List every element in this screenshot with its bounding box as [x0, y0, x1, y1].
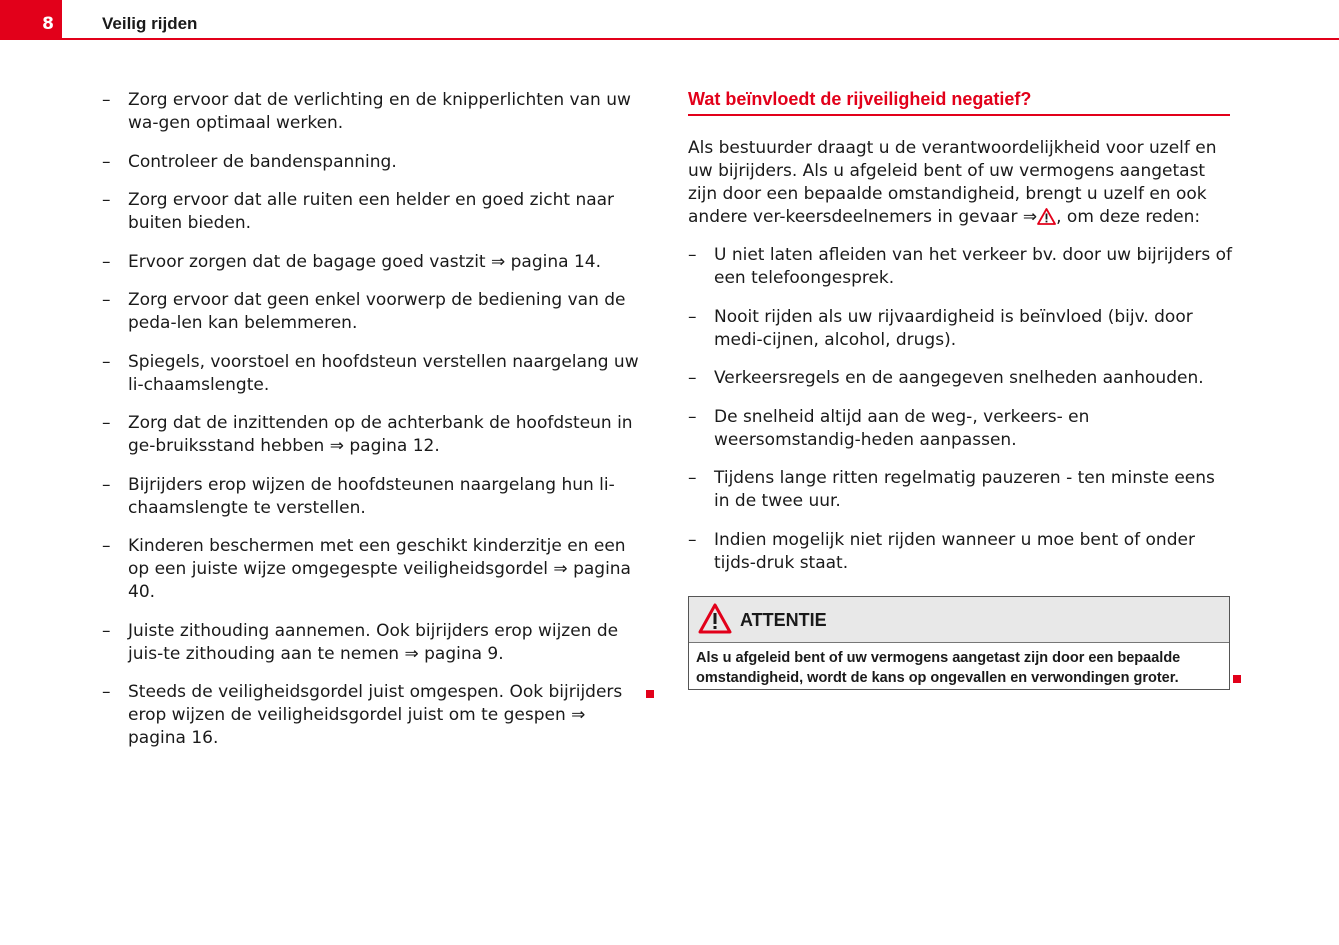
list-item — [688, 244, 1233, 290]
dash-bullet: – — [688, 468, 697, 488]
list-item — [102, 412, 647, 458]
intro-text: Als bestuurder draagt u de verantwoordelijkheid voor uzelf en uw bijrijders. Als u afgeleid bent of uw vermogens aangetast zijn door een bepaalde omstandigheid, brengt u uzelf en ook andere ver-keersdeelnemers in gevaar ⇒ — [688, 138, 1217, 227]
list-item-text: Steeds de veiligheidsgordel juist omgespen. Ook bijrijders erop wijzen de veiligheidsgordel juist om te gespen ⇒ pagina 16. — [128, 682, 623, 748]
dash-bullet: – — [688, 406, 697, 427]
list-item — [102, 251, 647, 274]
attention-text: Als u afgeleid bent of uw vermogens aangetast zijn door een bepaalde omstandigheid, wordt de kans op ongevallen en verwondingen groter. — [696, 650, 1181, 686]
list-item-text: De snelheid altijd aan de weg-, verkeers- en weersomstandig-heden aanpassen. — [714, 406, 1090, 450]
list-item-text: Zorg ervoor dat alle ruiten een helder en goed zicht naar buiten bieden. — [128, 190, 615, 233]
dash-bullet: – — [102, 474, 111, 495]
attention-title: ATTENTIE — [740, 610, 827, 630]
list-item-text: Controleer de bandenspanning. — [128, 151, 397, 172]
end-of-section-icon — [646, 690, 654, 698]
list-item-text: Zorg ervoor dat geen enkel voorwerp de bediening van de peda-len kan belemmeren. — [128, 290, 626, 333]
list-item — [102, 151, 647, 174]
list-item — [102, 620, 647, 666]
risk-list — [688, 244, 1233, 590]
list-item — [102, 681, 647, 750]
section-intro — [688, 137, 1233, 229]
dash-bullet: – — [102, 351, 111, 372]
list-item — [102, 535, 647, 604]
dash-bullet: – — [102, 290, 111, 310]
list-item-text: Bijrijders erop wijzen de hoofdsteunen naargelang hun li-chaamslengte te verstellen. — [128, 474, 615, 518]
list-item — [688, 529, 1233, 575]
list-item — [102, 189, 647, 235]
section-heading: Wat beïnvloedt de rijveiligheid negatief? — [688, 89, 1230, 116]
left-checklist — [102, 89, 647, 766]
list-item-text: Indien mogelijk niet rijden wanneer u moe bent of onder tijds-druk staat. — [714, 529, 1195, 573]
page-header — [0, 0, 1339, 42]
dash-bullet: – — [688, 368, 697, 388]
dash-bullet: – — [102, 90, 111, 110]
list-item — [688, 306, 1233, 352]
list-item-text: Juiste zithouding aannemen. Ook bijrijders erop wijzen de juis-te zithouding aan te nemen ⇒ pagina 9. — [128, 620, 619, 664]
list-item-text: Nooit rijden als uw rijvaardigheid is beïnvloed (bijv. door medi-cijnen, alcohol, drugs). — [714, 306, 1193, 350]
list-item-text: Tijdens lange ritten regelmatig pauzeren - ten minste eens in de twee uur. — [714, 468, 1215, 511]
list-item-text: Zorg ervoor dat de verlichting en de knipperlichten van uw wa-gen optimaal werken. — [128, 90, 631, 133]
list-item — [102, 89, 647, 135]
attention-header — [689, 597, 1229, 643]
header-rule — [62, 38, 1339, 40]
list-item-text: Spiegels, voorstoel en hoofdsteun verstellen naargelang uw li-chaamslengte. — [128, 351, 639, 395]
list-item — [688, 406, 1233, 452]
list-item-text: Kinderen beschermen met een geschikt kinderzitje en een op een juiste wijze omgegespte veiligheidsgordel ⇒ pagina 40. — [128, 536, 631, 602]
dash-bullet: – — [102, 620, 111, 641]
list-item — [102, 474, 647, 520]
dash-bullet: – — [102, 151, 111, 172]
warning-triangle-icon — [1037, 208, 1056, 225]
dash-bullet: – — [102, 536, 111, 556]
list-item — [688, 467, 1233, 513]
dash-bullet: – — [102, 413, 111, 433]
chapter-title: Veilig rijden — [102, 14, 198, 33]
dash-bullet: – — [102, 251, 111, 272]
list-item — [102, 351, 647, 397]
list-item — [688, 367, 1233, 390]
dash-bullet: – — [102, 190, 111, 210]
dash-bullet: – — [688, 245, 697, 265]
end-of-section-icon — [1233, 675, 1241, 683]
dash-bullet: – — [688, 529, 697, 550]
page-number: 8 — [0, 0, 62, 40]
dash-bullet: – — [102, 682, 111, 702]
list-item-text: Ervoor zorgen dat de bagage goed vastzit ⇒ pagina 14. — [128, 251, 601, 272]
list-item-text: Zorg dat de inzittenden op de achterbank de hoofdsteun in ge-bruiksstand hebben ⇒ pagina 12. — [128, 413, 633, 456]
list-item-text: Verkeersregels en de aangegeven snelheden aanhouden. — [714, 368, 1204, 388]
dash-bullet: – — [688, 306, 697, 327]
warning-triangle-icon — [698, 603, 732, 634]
intro-text-end: , om deze reden: — [1056, 207, 1201, 227]
attention-box — [688, 596, 1230, 690]
list-item — [102, 289, 647, 335]
list-item-text: U niet laten afleiden van het verkeer bv. door uw bijrijders of een telefoongesprek. — [714, 245, 1233, 288]
